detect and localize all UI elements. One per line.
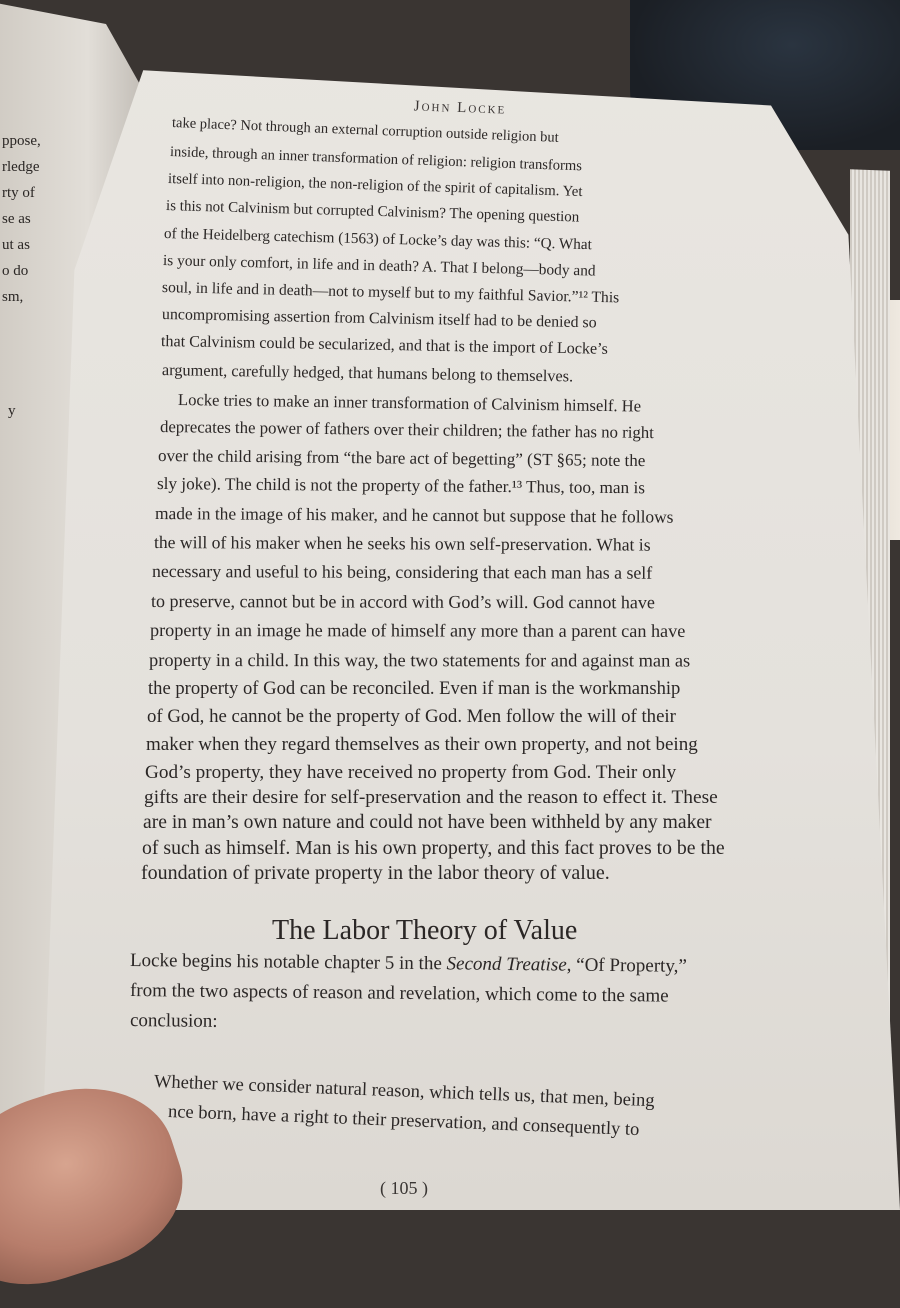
left-page-fragment: rledge — [2, 159, 40, 175]
left-page-fragment: se as — [2, 211, 31, 227]
body-line: maker when they regard themselves as their own property, and not being — [146, 734, 698, 755]
quote-line: Whether we consider natural reason, which tells us, that men, being — [153, 1072, 655, 1112]
body-line: sly joke). The child is not the property of the father.¹³ Thus, too, man is — [156, 474, 646, 498]
body-line: over the child arising from “the bare act of begetting” (ST §65; note the — [157, 446, 646, 471]
body-line: property in an image he made of himself any more than a parent can have — [149, 620, 686, 641]
body-line: the will of his maker when he seeks his own self-preservation. What is — [153, 532, 651, 555]
left-page-fragment: o do — [2, 263, 29, 279]
section-line: Locke begins his notable chapter 5 in the Second Treatise, “Of Property,” — [129, 950, 687, 977]
body-line: made in the image of his maker, and he cannot but suppose that he follows — [154, 503, 674, 527]
body-line: argument, carefully hedged, that humans belong to themselves. — [161, 360, 574, 386]
section-heading: The Labor Theory of Value — [272, 915, 578, 946]
italic-title: Second Treatise — [446, 953, 567, 976]
left-page-fragment: ut as — [2, 237, 30, 253]
left-page-fragment: sm, — [2, 289, 24, 305]
body-line: itself into non-religion, the non-religion of the spirit of capitalism. Yet — [167, 171, 583, 201]
body-line: soul, in life and in death—not to myself but to my faithful Savior.”¹² This — [161, 279, 620, 307]
body-line: of the Heidelberg catechism (1563) of Locke’s day was this: “Q. What — [163, 225, 593, 254]
left-page-fragment: rty of — [2, 185, 35, 201]
section-line: from the two aspects of reason and revelation, which come to the same — [129, 980, 669, 1007]
section-line: conclusion: — [129, 1010, 218, 1032]
body-line: are in man’s own nature and could not have been withheld by any maker — [143, 812, 712, 833]
body-line: to preserve, cannot but be in accord with God’s will. God cannot have — [150, 591, 655, 613]
left-page-fragment: y — [8, 403, 16, 419]
body-line: God’s property, they have received no property from God. Their only — [145, 762, 677, 783]
body-line: uncompromising assertion from Calvinism itself had to be denied so — [161, 306, 597, 332]
left-page-fragment: ppose, — [2, 133, 41, 149]
body-line: necessary and useful to his being, considering that each man has a self — [151, 561, 653, 583]
body-line: take place? Not through an external corruption outside religion but — [171, 115, 559, 146]
body-line: of God, he cannot be the property of God. Men follow the will of their — [147, 706, 676, 727]
page-number: ( 105 ) — [380, 1178, 428, 1198]
quote-line: nce born, have a right to their preservation, and consequently to — [167, 1102, 640, 1141]
body-line: is your only comfort, in life and in death? A. That I belong—body and — [162, 252, 596, 280]
body-line: property in a child. In this way, the two statements for and against man as — [148, 650, 691, 671]
body-line: inside, through an inner transformation of religion: religion transforms — [169, 144, 583, 175]
body-line: Locke tries to make an inner transformation of Calvinism himself. He — [177, 390, 642, 416]
body-line: of such as himself. Man is his own property, and this fact proves to be the — [142, 837, 725, 859]
body-line: that Calvinism could be secularized, and that is the import of Locke’s — [160, 333, 609, 358]
body-line: foundation of private property in the labor theory of value. — [141, 862, 610, 884]
body-line: deprecates the power of fathers over their children; the father has no right — [159, 417, 655, 443]
body-line: the property of God can be reconciled. Even if man is the workmanship — [148, 678, 681, 699]
body-line: gifts are their desire for self-preservation and the reason to effect it. These — [144, 787, 718, 808]
body-line: is this not Calvinism but corrupted Calvinism? The opening question — [165, 198, 580, 226]
running-head: John Locke — [413, 98, 507, 118]
